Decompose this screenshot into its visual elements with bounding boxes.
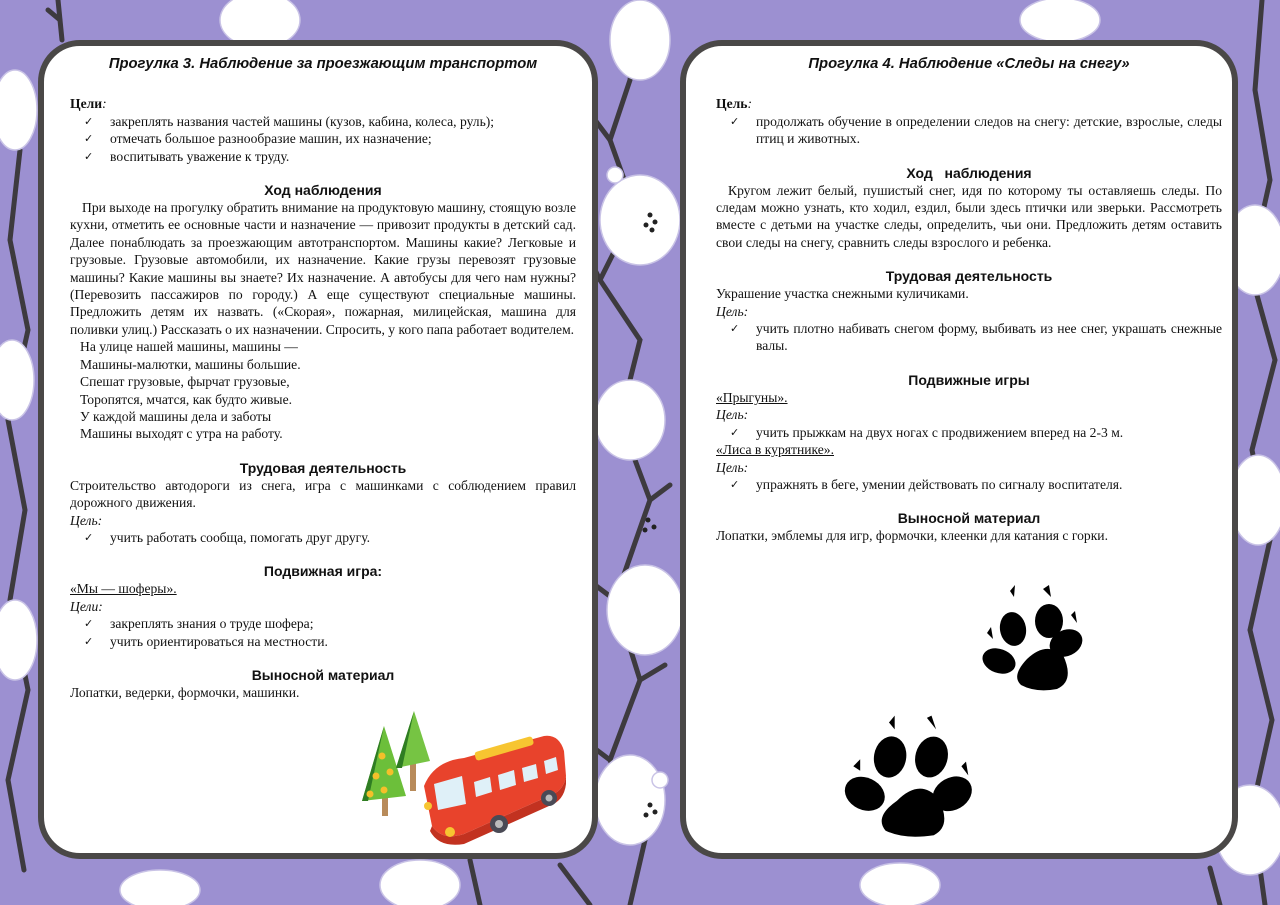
game-name: «Прыгуны». (716, 389, 788, 405)
game-goal-label: Цель: (716, 459, 749, 475)
game-goals-label: Цели: (70, 598, 103, 614)
walk-4-card (680, 40, 1238, 859)
goal-item: ✓ учить работать сообща, помогать друг другу. (84, 529, 576, 546)
goal-item: ✓ учить прыжкам на двух ногах с продвижением вперед на 2-3 м. (730, 424, 1222, 441)
goals-list (70, 113, 576, 165)
game-heading: Подвижная игра: (263, 563, 383, 580)
goal-item: ✓ учить ориентироваться на местности. (84, 633, 576, 650)
game-goals-list (70, 615, 576, 650)
paw-print-icon (839, 716, 978, 837)
observation-heading: Ход наблюдения (264, 182, 382, 199)
observation-heading: Ход наблюдения (906, 164, 1032, 181)
poem (70, 338, 576, 442)
goals-colon: : (102, 96, 107, 112)
walk-3-title: Прогулка 3. Наблюдение за проезжающим транспортом (108, 56, 538, 72)
goal-item: ✓ воспитывать уважение к труду. (84, 148, 576, 165)
poem-line: У каждой машины дела и заботы (80, 408, 272, 424)
poem-line: Торопятся, мчатся, как будто живые. (80, 391, 292, 407)
goal-item: ✓ учить плотно набивать снегом форму, выбивать из нее снег, украшать снежные валы. (730, 320, 1222, 355)
material-heading: Выносной материал (897, 510, 1041, 527)
game-goal-label: Цель: (716, 407, 749, 423)
games-heading: Подвижные игры (908, 371, 1030, 388)
paw-prints-illustration (836, 581, 1106, 851)
poem-line: Машины-малютки, машины большие. (80, 356, 301, 372)
labor-goals-list (70, 529, 576, 546)
game-name: «Лиса в курятнике». (716, 442, 834, 458)
paw-print-icon (979, 585, 1087, 690)
labor-goals-list (716, 320, 1222, 355)
goal-item: ✓ продолжать обучение в определении следов на снегу: детские, взрослые, следы птиц и животных. (730, 113, 1222, 148)
material-text: Лопатки, эмблемы для игр, формочки, клеенки для катания с горки. (716, 528, 1108, 544)
goal-item: ✓ упражнять в беге, умении действовать по сигналу воспитателя. (730, 476, 1222, 493)
tree-icon (396, 711, 430, 791)
bus-icon (424, 736, 566, 845)
observation-text: При выходе на прогулку обратить внимание на продуктовую машину, стоящую возле кухни, отметить ее основные части и назначение — привозит продукты в детский сад. Далее понаблюдать за проезжающим автотранспортом. Машины какие? Легковые и грузовые. Грузовые автомобили, их назначение. Какие грузы перевозят грузовые машины? Какие машины вы знаете? Их назначение. А автобусы для чего нам нужны? (Перевозить пассажиров по городу.) А еще существуют специальные машины. Предложить детям их назвать. («Скорая», пожарная, милицейская, машина для поливки улиц.) Рассказать о их назначении. Спросить, у кого папа работает водителем. (70, 200, 576, 337)
labor-text: Строительство автодороги из снега, игра с машинками с соблюдением правил дорожного движения. (70, 477, 576, 511)
labor-goal-label: Цель: (70, 512, 103, 528)
goals-list (716, 113, 1222, 148)
game-name: «Мы — шоферы». (70, 581, 177, 597)
labor-goal-label: Цель: (716, 303, 749, 319)
labor-text: Украшение участка снежными куличиками. (716, 286, 969, 302)
goal-item: ✓ закреплять знания о труде шофера; (84, 615, 576, 632)
poem-line: Спешат грузовые, фырчат грузовые, (80, 374, 290, 390)
material-heading: Выносной материал (251, 666, 395, 683)
material-text: Лопатки, ведерки, формочки, машинки. (70, 684, 300, 700)
bus-and-trees-illustration (354, 706, 574, 846)
poem-line: На улице нашей машины, машины — (80, 339, 298, 355)
walk-4-title: Прогулка 4. Наблюдение «Следы на снегу» (808, 56, 1130, 72)
observation-text: Кругом лежит белый, пушистый снег, идя по которому ты оставляешь следы. По следам можно узнать, кто ходил, ездил, были здесь птички или зверьки. Рассмотреть вместе с детьми на участке следы, определить, чьи они. Предложить детям оставить свои следы на снегу, сравнить следы взрослого и ребенка. (716, 182, 1222, 250)
goal-item: ✓ закреплять названия частей машины (кузов, кабина, колеса, руль); (84, 113, 576, 130)
goal-colon: : (747, 96, 752, 112)
poem-line: Машины выходят с утра на работу. (80, 426, 283, 442)
labor-heading: Трудовая деятельность (885, 268, 1053, 285)
goal-item: ✓ отмечать большое разнообразие машин, их назначение; (84, 130, 576, 147)
game-goals-list (716, 476, 1222, 493)
goal-label: Цель (716, 96, 748, 112)
labor-heading: Трудовая деятельность (239, 459, 407, 476)
goals-label: Цели (70, 96, 103, 112)
tree-icon (362, 726, 406, 816)
game-goals-list (716, 424, 1222, 441)
walk-3-card (38, 40, 598, 859)
